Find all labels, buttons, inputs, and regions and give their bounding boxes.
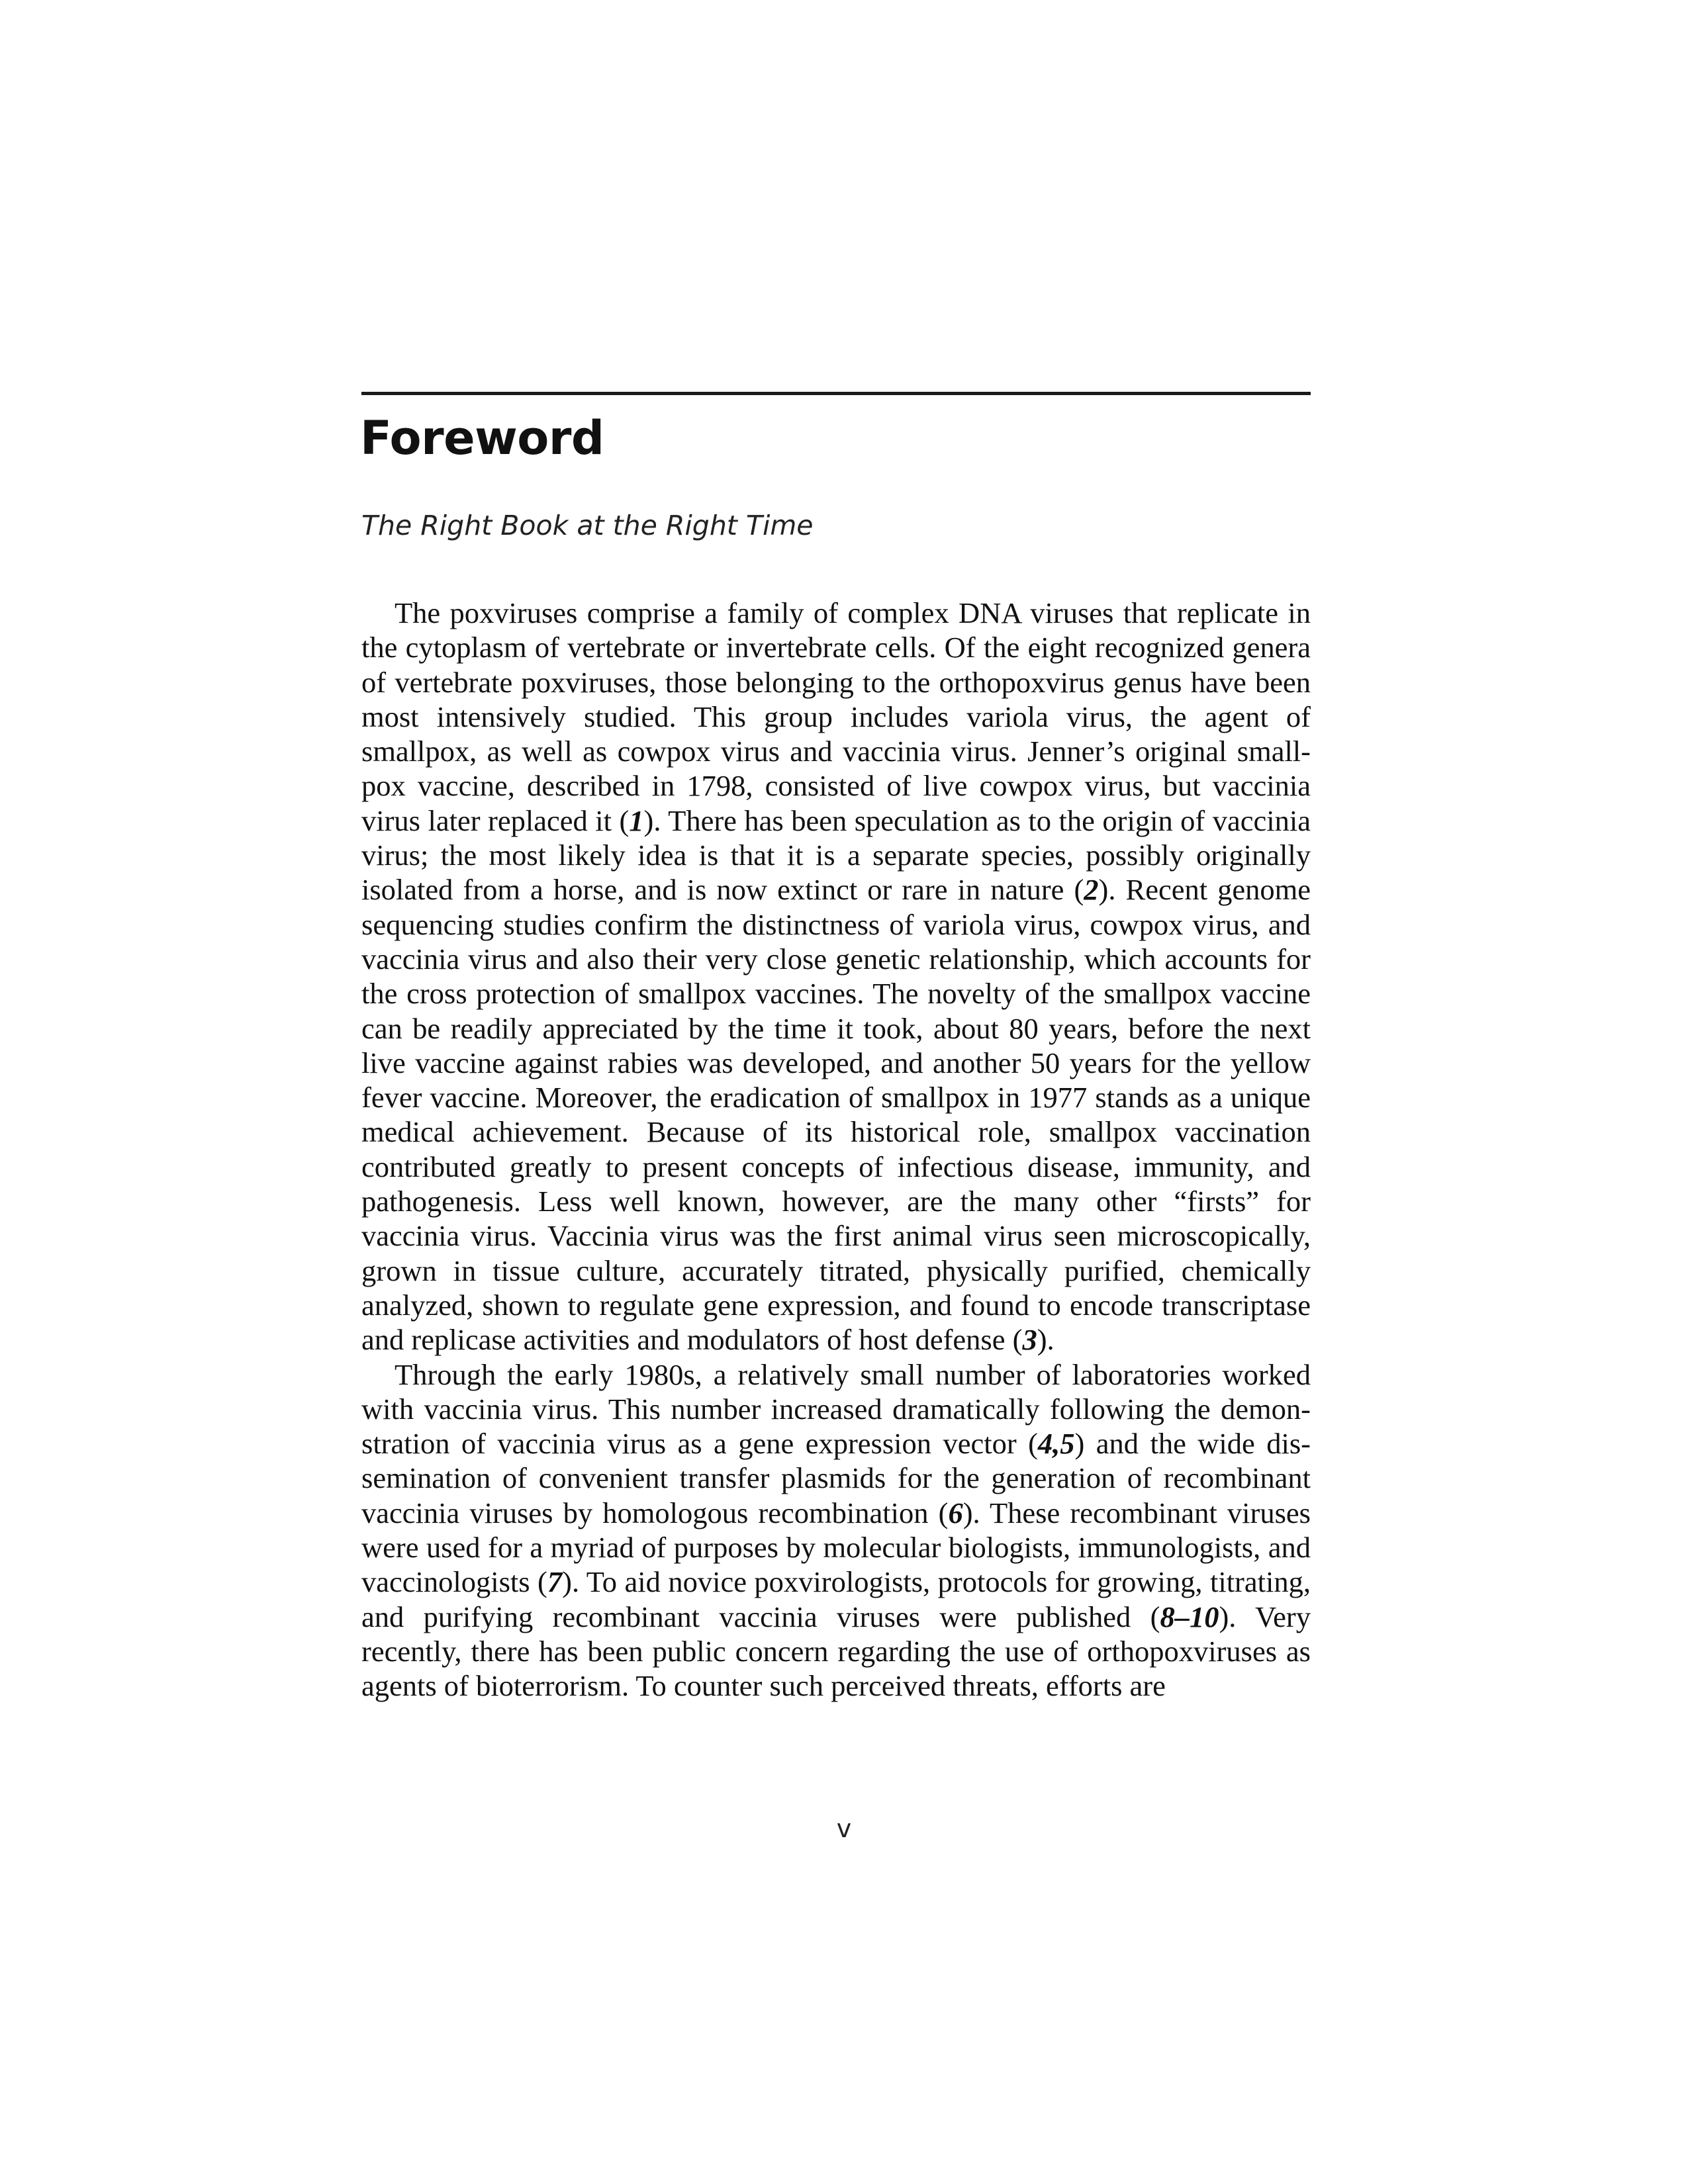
text-segment: ). These recombinant viruses were used for a myriad of purposes by molecular biologists, immunologists, and vaccinologists ( xyxy=(361,1496,1311,1599)
text-segment: Through the early 1980s, a relatively small number of laboratories worked with vaccinia virus. This number increased dramatically following the demonstration of vaccinia virus as a gene expression vector ( xyxy=(361,1357,1311,1461)
text-segment: ). xyxy=(1037,1323,1055,1357)
text-segment: ). There has been speculation as to the origin of vaccinia virus; the most likely idea is that it is a separate species, possibly originally isolated from a horse, and is now extinct or rare in nature ( xyxy=(361,803,1311,907)
text-segment: The poxviruses comprise a family of complex DNA viruses that replicate in the cytoplasm of vertebrate or invertebrate cells. Of the eight recognized genera of vertebrate poxviruses, those belonging to the orthopoxvirus genus have been most intensively studied. This group includes variola virus, the agent of smallpox, as well as cowpox virus and vaccinia virus. Jenner’s original smallpox vaccine, described in 1798, consisted of live cowpox virus, but vaccinia virus later replaced it ( xyxy=(361,596,1311,837)
chapter-title: Foreword xyxy=(360,411,604,465)
page-number: v xyxy=(836,1814,852,1843)
text-segment: ). Recent genome sequencing studies confirm the distinctness of variola virus, cowpox virus, and vaccinia virus and also their very close genetic relationship, which accounts for the cross protection of smallpox vaccines. The novelty of the smallpox vaccine can be readily appreciated by the time it took, about 80 years, before the next live vaccine against rabies was developed, and another 50 years for the yellow fever vaccine. Moreover, the eradication of smallpox in 1977 stands as a unique medical achievement. Because of its historical role, smallpox vaccination contributed greatly to present concepts of infectious disease, immunity, and pathogenesis. Less well known, however, are the many other “firsts” for vaccinia virus. Vaccinia virus was the first animal virus seen microscopically, grown in tissue culture, accurately titrated, physically purified, chemically analyzed, shown to regulate gene expression, and found to encode transcriptase and replicase activities and modulators of host defense ( xyxy=(361,873,1311,1357)
chapter-top-rule xyxy=(361,392,1311,395)
citation-ref: 8–10 xyxy=(1160,1600,1219,1633)
paragraph-1 xyxy=(361,596,1311,1357)
text-segment: ). To aid novice poxvirologists, protocols for growing, titrating, and purifying recombinant vaccinia viruses were published ( xyxy=(361,1565,1311,1633)
chapter-subtitle: The Right Book at the Right Time xyxy=(361,510,814,541)
text-segment: ). Very recently, there has been public concern regarding the use of orthopoxviruses as agents of bioterrorism. To counter such perceived threats, efforts are xyxy=(361,1600,1311,1703)
citation-ref: 4,5 xyxy=(1037,1427,1075,1461)
citation-ref: 7 xyxy=(547,1565,563,1599)
text-segment: ) and the wide dissemination of convenient transfer plasmids for the generation of recombinant vaccinia viruses by homologous recombination ( xyxy=(361,1427,1311,1529)
citation-ref: 2 xyxy=(1084,873,1099,907)
citation-ref: 3 xyxy=(1022,1323,1037,1357)
citation-ref: 6 xyxy=(948,1496,963,1529)
citation-ref: 1 xyxy=(629,803,644,837)
foreword-body xyxy=(361,596,1311,1704)
paragraph-2 xyxy=(361,1357,1311,1704)
